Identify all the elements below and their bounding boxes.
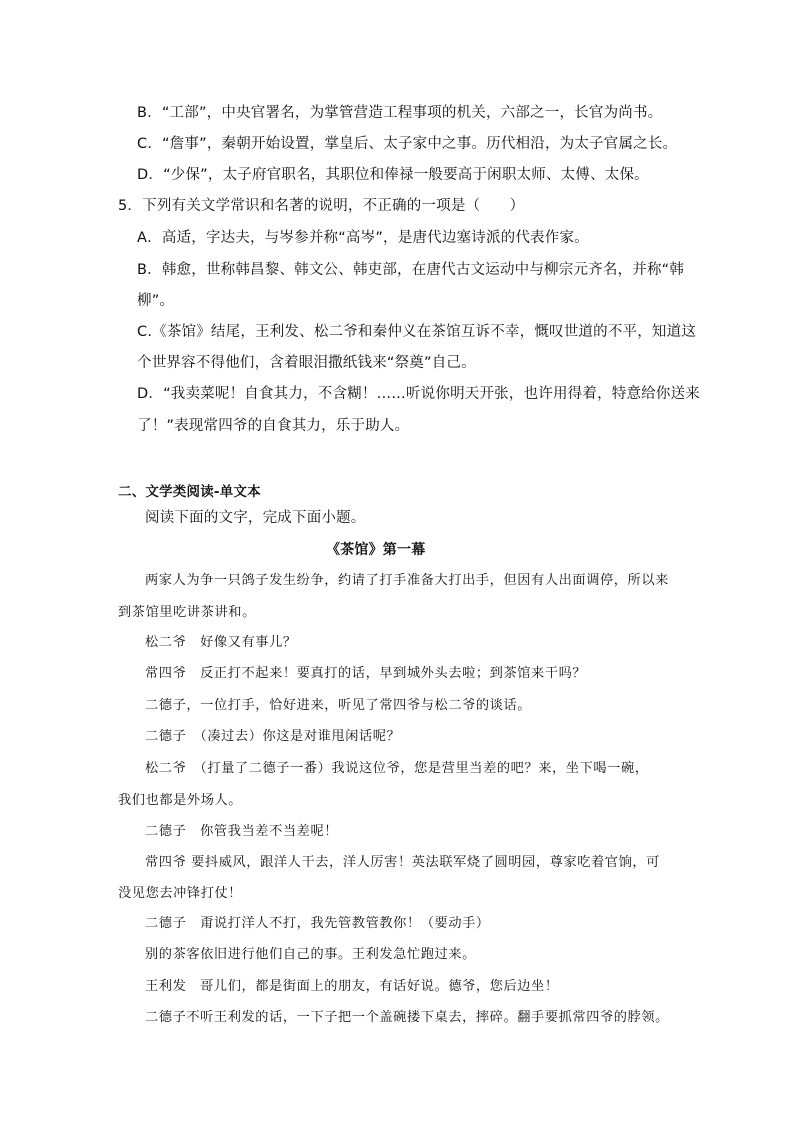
passage-line: 两家人为争一只鸽子发生纷争，约请了打手准备大打出手，但因有人出面调停，所以来 bbox=[145, 573, 669, 588]
passage-line: 松二爷 （打量了二德子一番）我说这位爷，您是营里当差的吧？来，坐下喝一碗， bbox=[145, 761, 649, 776]
section-instruction: 阅读下面的文字，完成下面小题。 bbox=[145, 510, 366, 526]
q4-option-b: B．“工部”，中央官署名，为掌管营造工程事项的机关，六部之一，长官为尚书。 bbox=[137, 105, 663, 121]
passage-line: 王利发 哥儿们，都是街面上的朋友，有话好说。德爷，您后边坐！ bbox=[145, 979, 559, 994]
passage-line: 二德子 甭说打洋人不打，我先管教管教你！（要动手） bbox=[145, 916, 490, 931]
passage-line: 到茶馆里吃讲茶讲和。 bbox=[118, 605, 256, 620]
passage-line: 我们也都是外场人。 bbox=[118, 793, 243, 808]
passage-line: 二德子 你管我当差不当差呢！ bbox=[145, 824, 339, 839]
q5-option-a: A．高适，字达夫，与岑参并称“高岑”，是唐代边塞诗派的代表作家。 bbox=[137, 230, 589, 246]
passage-line: 松二爷 好像又有事儿？ bbox=[145, 635, 297, 650]
passage-line: 常四爷 要抖威风，跟洋人干去，洋人厉害！英法联军烧了圆明园，尊家吃着官饷，可 bbox=[145, 855, 660, 870]
passage-line: 别的茶客依旧进行他们自己的事。王利发急忙跑过来。 bbox=[145, 947, 476, 962]
q5-option-c: C.《茶馆》结尾，王利发、松二爷和秦仲义在茶馆互诉不幸，慨叹世道的不平，知道这 bbox=[137, 324, 697, 340]
q5-option-c-cont: 个世界容不得他们，含着眼泪撒纸钱来“祭奠”自己。 bbox=[137, 355, 476, 371]
passage-line: 没见您去冲锋打仗！ bbox=[118, 886, 243, 901]
passage-title: 《茶馆》第一幕 bbox=[326, 542, 426, 558]
passage-line: 二德子 （凑过去）你这是对谁甩闲话呢？ bbox=[145, 729, 401, 744]
q5-option-b: B．韩愈，世称韩昌黎、韩文公、韩吏部，在唐代古文运动中与柳宗元齐名，并称“韩 bbox=[137, 262, 685, 278]
q4-option-c: C．“詹事”，秦朝开始设置，掌皇后、太子家中之事。历代相沿，为太子官属之长。 bbox=[137, 136, 678, 152]
q4-option-d: D．“少保”，太子府官职名，其职位和俸禄一般要高于闲职太师、太傅、太保。 bbox=[137, 167, 649, 183]
q5-option-d-cont: 了！”表现常四爷的自食其力，乐于助人。 bbox=[137, 418, 410, 434]
passage-line: 二德子，一位打手，恰好进来，听见了常四爷与松二爷的谈话。 bbox=[145, 698, 532, 713]
passage-line: 常四爷 反正打不起来！要真打的话，早到城外头去啦；到茶馆来干吗？ bbox=[145, 666, 587, 681]
q5-option-d: D．“我卖菜呢！自食其力，不含糊！……听说你明天开张，也许用得着，特意给你送来 bbox=[137, 386, 700, 402]
section-heading: 二、文学类阅读-单文本 bbox=[118, 484, 261, 500]
q5-option-b-cont: 柳”。 bbox=[137, 293, 175, 309]
passage-line: 二德子不听王利发的话，一下子把一个盖碗搂下桌去，摔碎。翻手要抓常四爷的脖领。 bbox=[145, 1010, 669, 1025]
q5-stem: 5．下列有关文学常识和名著的说明，不正确的一项是（ ） bbox=[118, 198, 525, 214]
